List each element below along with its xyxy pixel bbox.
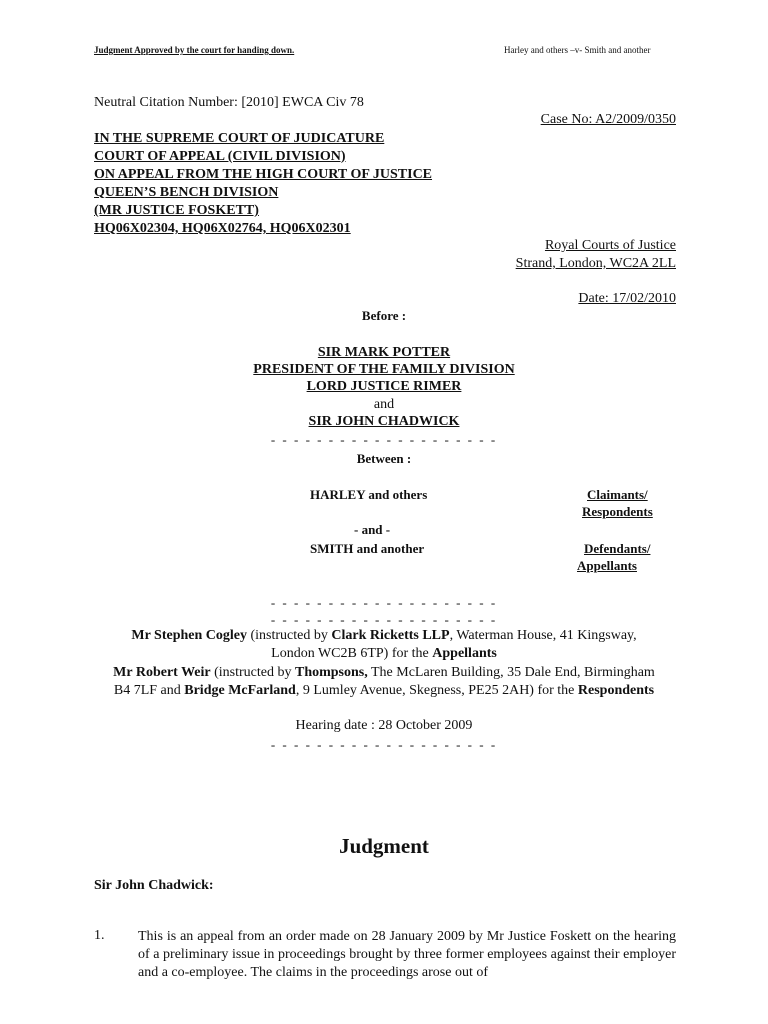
judgment-date: Date: 17/02/2010	[578, 291, 676, 306]
speaker-name: Sir John Chadwick:	[94, 878, 214, 893]
court-line: QUEEN’S BENCH DIVISION	[94, 185, 279, 200]
counsel-name: Mr Robert Weir	[113, 665, 211, 680]
hearing-date: Hearing date : 28 October 2009	[295, 718, 473, 733]
divider: - - - - - - - - - - - - - - - - - - - -	[270, 595, 498, 610]
judge-chadwick: SIR JOHN CHADWICK	[308, 414, 460, 429]
counsel-text: , Waterman House, 41 Kingsway,	[449, 628, 637, 643]
divider: - - - - - - - - - - - - - - - - - - - -	[270, 612, 498, 627]
address-line: Strand, London, WC2A 2LL	[515, 256, 676, 271]
paragraph-number: 1.	[94, 928, 105, 943]
parties-and: - and -	[354, 522, 391, 537]
claimant-role-2: Respondents	[582, 504, 653, 519]
judge-potter: SIR MARK POTTER	[317, 345, 451, 360]
court-line: COURT OF APPEAL (CIVIL DIVISION)	[94, 149, 346, 164]
counsel-text: London WC2B 6TP) for the	[271, 646, 433, 661]
solicitor-firm: Clark Ricketts LLP	[331, 628, 450, 643]
court-line: IN THE SUPREME COURT OF JUDICATURE	[94, 131, 385, 146]
counsel-text: (instructed by	[246, 628, 332, 643]
court-address	[516, 237, 676, 273]
before-label: Before :	[361, 308, 407, 323]
claimant-name: HARLEY and others	[310, 487, 428, 502]
counsel-text: , 9 Lumley Avenue, Skegness, PE25 2AH) for the	[295, 683, 578, 698]
defendant-name: SMITH and another	[310, 541, 425, 556]
paragraph-text: This is an appeal from an order made on 28 January 2009 by Mr Justice Foskett on the hearing of a preliminary issue in proceedings brought by three former employees against their employer and a co-employee. The claims in the proceedings arose out of	[138, 929, 676, 980]
address-line: Royal Courts of Justice	[544, 238, 676, 253]
party-role: Appellants	[432, 646, 497, 661]
between-label: Between :	[356, 451, 412, 466]
solicitor-firm: Thompsons,	[294, 665, 368, 680]
solicitor-firm: Bridge McFarland	[184, 683, 296, 698]
court-heading	[94, 130, 432, 238]
claimant-role: Claimants/	[587, 487, 648, 502]
counsel-line-1	[0, 628, 768, 644]
counsel-name: Mr Stephen Cogley	[131, 628, 247, 643]
running-header-right: Harley and others –v- Smith and another	[504, 45, 651, 55]
counsel-line-3	[0, 665, 768, 681]
defendant-role-2: Appellants	[577, 558, 637, 573]
court-line: ON APPEAL FROM THE HIGH COURT OF JUSTICE	[94, 167, 433, 182]
counsel-text: The McLaren Building, 35 Dale End, Birmingham	[367, 665, 655, 680]
judgment-title: Judgment	[339, 834, 429, 858]
case-number: Case No: A2/2009/0350	[540, 112, 676, 127]
judge-rimer: LORD JUSTICE RIMER	[306, 379, 462, 394]
court-line: HQ06X02304, HQ06X02764, HQ06X02301	[94, 221, 351, 236]
divider: - - - - - - - - - - - - - - - - - - - -	[270, 737, 498, 752]
counsel-line-4	[0, 683, 768, 699]
neutral-citation: Neutral Citation Number: [2010] EWCA Civ 78	[94, 95, 364, 110]
running-header-left: Judgment Approved by the court for handing down.	[94, 45, 295, 55]
judges-and: and	[373, 397, 395, 412]
divider: - - - - - - - - - - - - - - - - - - - -	[270, 432, 498, 447]
counsel-text: B4 7LF and	[113, 683, 185, 698]
counsel-text: (instructed by	[210, 665, 295, 680]
court-line: (MR JUSTICE FOSKETT)	[94, 203, 259, 218]
defendant-role: Defendants/	[584, 541, 651, 556]
counsel-line-2	[0, 646, 768, 662]
judge-potter-title: PRESIDENT OF THE FAMILY DIVISION	[253, 362, 515, 377]
party-role: Respondents	[577, 683, 655, 698]
